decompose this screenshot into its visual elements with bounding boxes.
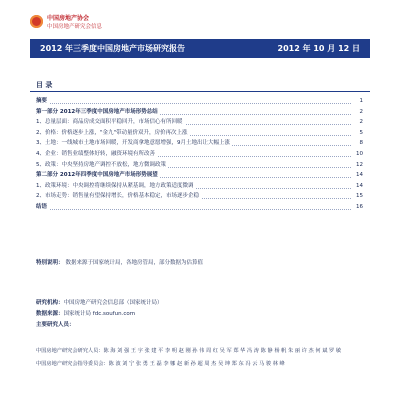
toc-entry[interactable] xyxy=(36,138,363,149)
report-date: 2012 年 10 月 12 日 xyxy=(277,44,360,53)
toc-entry-label: 摘要 xyxy=(36,98,48,104)
toc-entry-page: 10 xyxy=(351,149,363,160)
org-name-secondary: 中国房地产研究会信息 xyxy=(47,24,103,30)
toc-divider xyxy=(30,91,370,92)
research-info xyxy=(36,298,366,331)
toc-entry-label: 4、企业：销售业绩整体好转，融资环境有所改善 xyxy=(36,150,156,157)
toc-entry-label: 2、价格：价格逐步上涨，"金九"带动量价双升，房价再次上涨 xyxy=(36,129,188,136)
toc-entry[interactable] xyxy=(36,160,363,171)
info-key: 研究机构： xyxy=(36,300,64,306)
toc-entry-page: 5 xyxy=(351,128,363,139)
toc-entry[interactable] xyxy=(36,107,363,118)
organization-logo xyxy=(30,13,135,35)
toc-entry[interactable] xyxy=(36,128,363,139)
research-committee xyxy=(36,346,366,372)
committee-paragraph: 中国房地产研究会指导委员会：陈 波 刘 宁 张 勇 王 磊 李 娜 赵 新 孙 超 周 杰 吴 坤 郑 东 冯 云 马 骏 林 峰 xyxy=(36,361,285,367)
info-row xyxy=(36,309,366,320)
committee-paragraph: 中国房地产研究会研究人员：陈 海 刘 强 王 宇 张 建 平 李 明 赵 刚 孙 伟 周 红 吴 军 郑 华 冯 涛 陈 静 杨 帆 朱 丽 许 杰 何 斌 罗 敏 xyxy=(36,348,342,354)
toc-entry-page: 2 xyxy=(351,107,363,118)
toc-entry-label: 1、政策环境：中央调控将继续保持从紧基调，地方政策适度微调 xyxy=(36,182,194,189)
special-note xyxy=(36,258,203,266)
report-title-bar xyxy=(30,39,370,58)
toc-entry-label: 2、市场走势：销售量有望保持增长，价格基本稳定，市场逐步企稳 xyxy=(36,193,200,200)
toc-entry[interactable] xyxy=(36,149,363,160)
toc-leader-dots xyxy=(36,209,351,210)
info-value: 中国房地产研究会信息部（国家统计局） xyxy=(63,300,163,306)
special-note-text: 数据来源于国家统计局，各地房管局，部分数据为估算值 xyxy=(65,260,203,266)
toc-entry-page: 15 xyxy=(351,191,363,202)
toc-entry-page: 14 xyxy=(351,170,363,181)
toc-entry-label: 5、政策：中央坚持房地产调控不放松，地方微调政策 xyxy=(36,161,167,168)
toc-entry-label: 第二部分 2012年四季度中国房地产市场形势展望 xyxy=(36,172,158,179)
toc-entry[interactable] xyxy=(36,117,363,128)
toc-entry-label: 第一部分 2012年三季度中国房地产市场形势总结 xyxy=(36,108,158,115)
toc-entry[interactable] xyxy=(36,96,363,107)
org-name-primary: 中国房地产协会 xyxy=(47,15,90,22)
logo-mark-icon xyxy=(30,15,43,28)
toc-entry-label: 结语 xyxy=(36,203,48,210)
toc-entry-page: 16 xyxy=(351,202,363,213)
report-title: 2012 年三季度中国房地产市场研究报告 xyxy=(40,44,186,53)
info-row xyxy=(36,320,366,331)
toc-entry-page: 1 xyxy=(351,96,363,107)
toc-entry[interactable] xyxy=(36,202,363,213)
toc-entry[interactable] xyxy=(36,181,363,192)
toc-entry[interactable] xyxy=(36,170,363,181)
toc-heading: 目 录 xyxy=(36,81,53,89)
special-note-label: 特别说明： xyxy=(36,260,64,266)
toc-entry-page: 14 xyxy=(351,181,363,192)
toc-entry-page: 12 xyxy=(351,160,363,171)
info-key: 主要研究人员： xyxy=(36,322,75,328)
info-key: 数据来源： xyxy=(36,311,64,317)
info-row xyxy=(36,298,366,309)
info-value: 国家统计局 fdc.soufun.com xyxy=(63,311,136,317)
toc-entry-label: 1、总量层面：商品房成交面积平稳回升，市场信心有所回暖 xyxy=(36,119,183,126)
toc-leader-dots xyxy=(36,103,351,104)
toc-entry[interactable] xyxy=(36,191,363,202)
toc-entry-label: 3、土地：一线城市土地市场回暖，开发商拿地意愿增强，9月土地出让大幅上涨 xyxy=(36,140,231,147)
toc-entry-page: 8 xyxy=(351,138,363,149)
table-of-contents xyxy=(36,96,363,213)
toc-entry-page: 2 xyxy=(351,117,363,128)
